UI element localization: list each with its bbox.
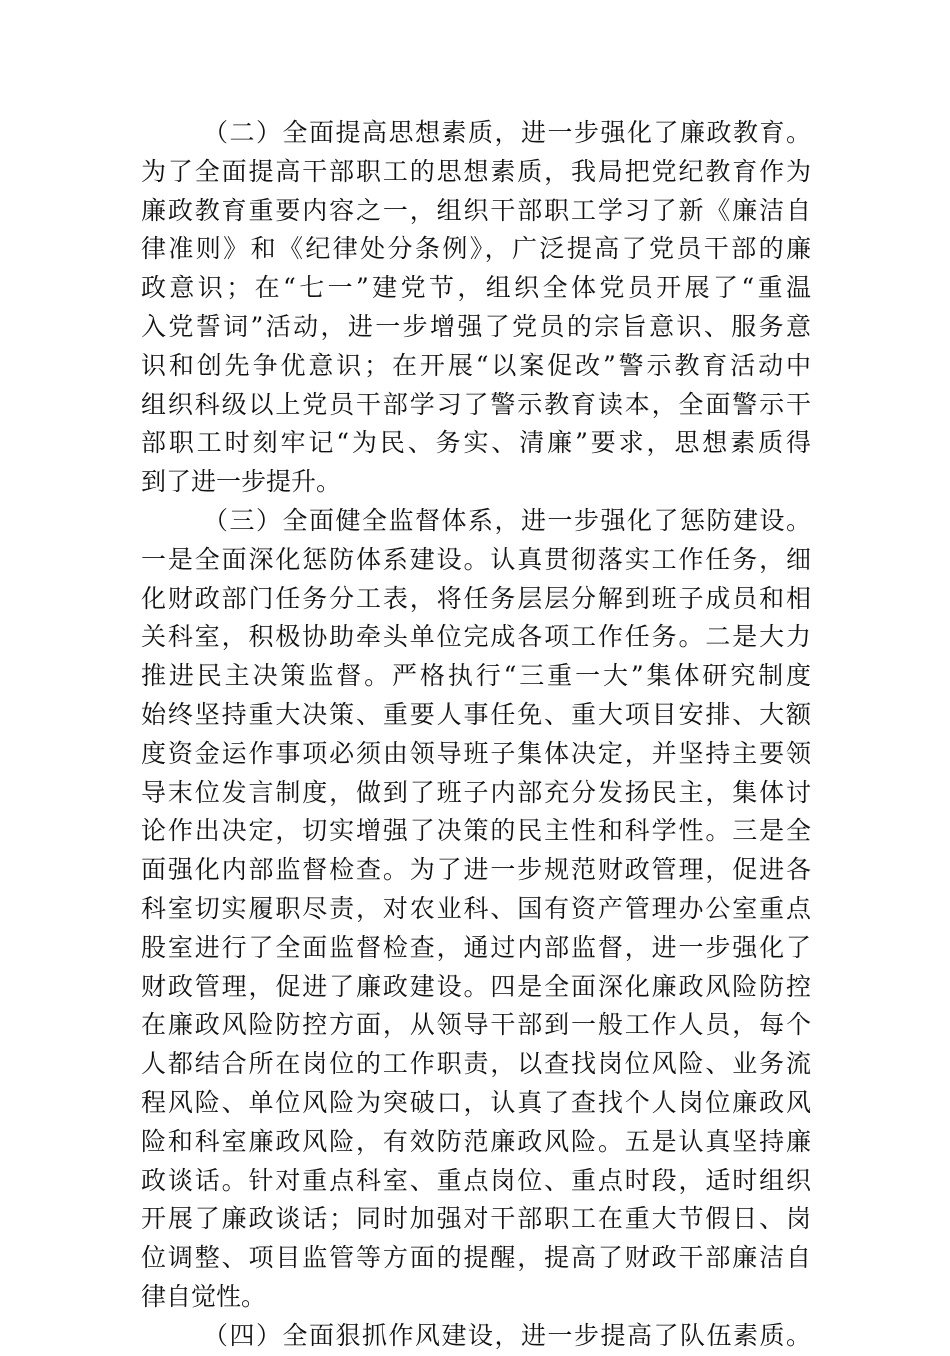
body-line: 股室进行了全面监督检查，通过内部监督，进一步强化了 xyxy=(141,932,811,962)
body-line: 廉政教育重要内容之一，组织干部职工学习了新《廉洁自 xyxy=(141,195,811,225)
body-line: 部职工时刻牢记“为民、务实、清廉”要求，思想素质得 xyxy=(141,428,811,458)
section-heading: （三）全面健全监督体系，进一步强化了惩防建设。 xyxy=(203,505,811,535)
body-line: 律准则》和《纪律处分条例》，广泛提高了党员干部的廉 xyxy=(141,234,811,264)
body-line: 开展了廉政谈话；同时加强对干部职工在重大节假日、岗 xyxy=(141,1204,811,1234)
body-line: 推进民主决策监督。严格执行“三重一大”集体研究制度 xyxy=(141,661,811,691)
body-line: 在廉政风险防控方面，从领导干部到一般工作人员，每个 xyxy=(141,1010,811,1040)
body-line: 度资金运作事项必须由领导班子集体决定，并坚持主要领 xyxy=(141,738,811,768)
body-line: 面强化内部监督检查。为了进一步规范财政管理，促进各 xyxy=(141,855,811,885)
body-line: 财政管理，促进了廉政建设。四是全面深化廉政风险防控 xyxy=(141,971,811,1001)
body-line: 科室切实履职尽责，对农业科、国有资产管理办公室重点 xyxy=(141,893,811,923)
body-line: 始终坚持重大决策、重要人事任免、重大项目安排、大额 xyxy=(141,699,811,729)
body-line: 人都结合所在岗位的工作职责，以查找岗位风险、业务流 xyxy=(141,1049,811,1079)
body-line: 化财政部门任务分工表，将任务层层分解到班子成员和相 xyxy=(141,583,811,613)
body-line: 入党誓词”活动，进一步增强了党员的宗旨意识、服务意 xyxy=(141,311,811,341)
paragraph-section-3 xyxy=(141,502,811,1317)
body-line: 论作出决定，切实增强了决策的民主性和科学性。三是全 xyxy=(141,816,811,846)
body-line: 导末位发言制度，做到了班子内部充分发扬民主，集体讨 xyxy=(141,777,811,807)
body-line: 政意识；在“七一”建党节，组织全体党员开展了“重温 xyxy=(141,273,811,303)
section-heading: （二）全面提高思想素质，进一步强化了廉政教育。 xyxy=(203,118,811,147)
body-line: 组织科级以上党员干部学习了警示教育读本，全面警示干 xyxy=(141,389,811,419)
body-line: 为了全面提高干部职工的思想素质，我局把党纪教育作为 xyxy=(141,156,811,186)
body-line: 位调整、项目监管等方面的提醒，提高了财政干部廉洁自 xyxy=(141,1243,811,1273)
section-heading: （四）全面狠抓作风建设，进一步提高了队伍素质。 xyxy=(203,1320,811,1350)
document-body xyxy=(141,114,811,1356)
body-line: 政谈话。针对重点科室、重点岗位、重点时段，适时组织 xyxy=(141,1165,811,1195)
body-line: 程风险、单位风险为突破口，认真了查找个人岗位廉政风 xyxy=(141,1087,811,1117)
body-line: 律自觉性。 xyxy=(141,1281,267,1311)
paragraph-section-4 xyxy=(141,1317,811,1356)
body-line: 险和科室廉政风险，有效防范廉政风险。五是认真坚持廉 xyxy=(141,1126,811,1156)
body-line: 到了进一步提升。 xyxy=(141,467,342,497)
paragraph-section-2 xyxy=(141,114,811,502)
body-line: 一是全面深化惩防体系建设。认真贯彻落实工作任务，细 xyxy=(141,544,811,574)
body-line: 关科室，积极协助牵头单位完成各项工作任务。二是大力 xyxy=(141,622,811,652)
body-line: 识和创先争优意识；在开展“以案促改”警示教育活动中 xyxy=(141,350,811,380)
